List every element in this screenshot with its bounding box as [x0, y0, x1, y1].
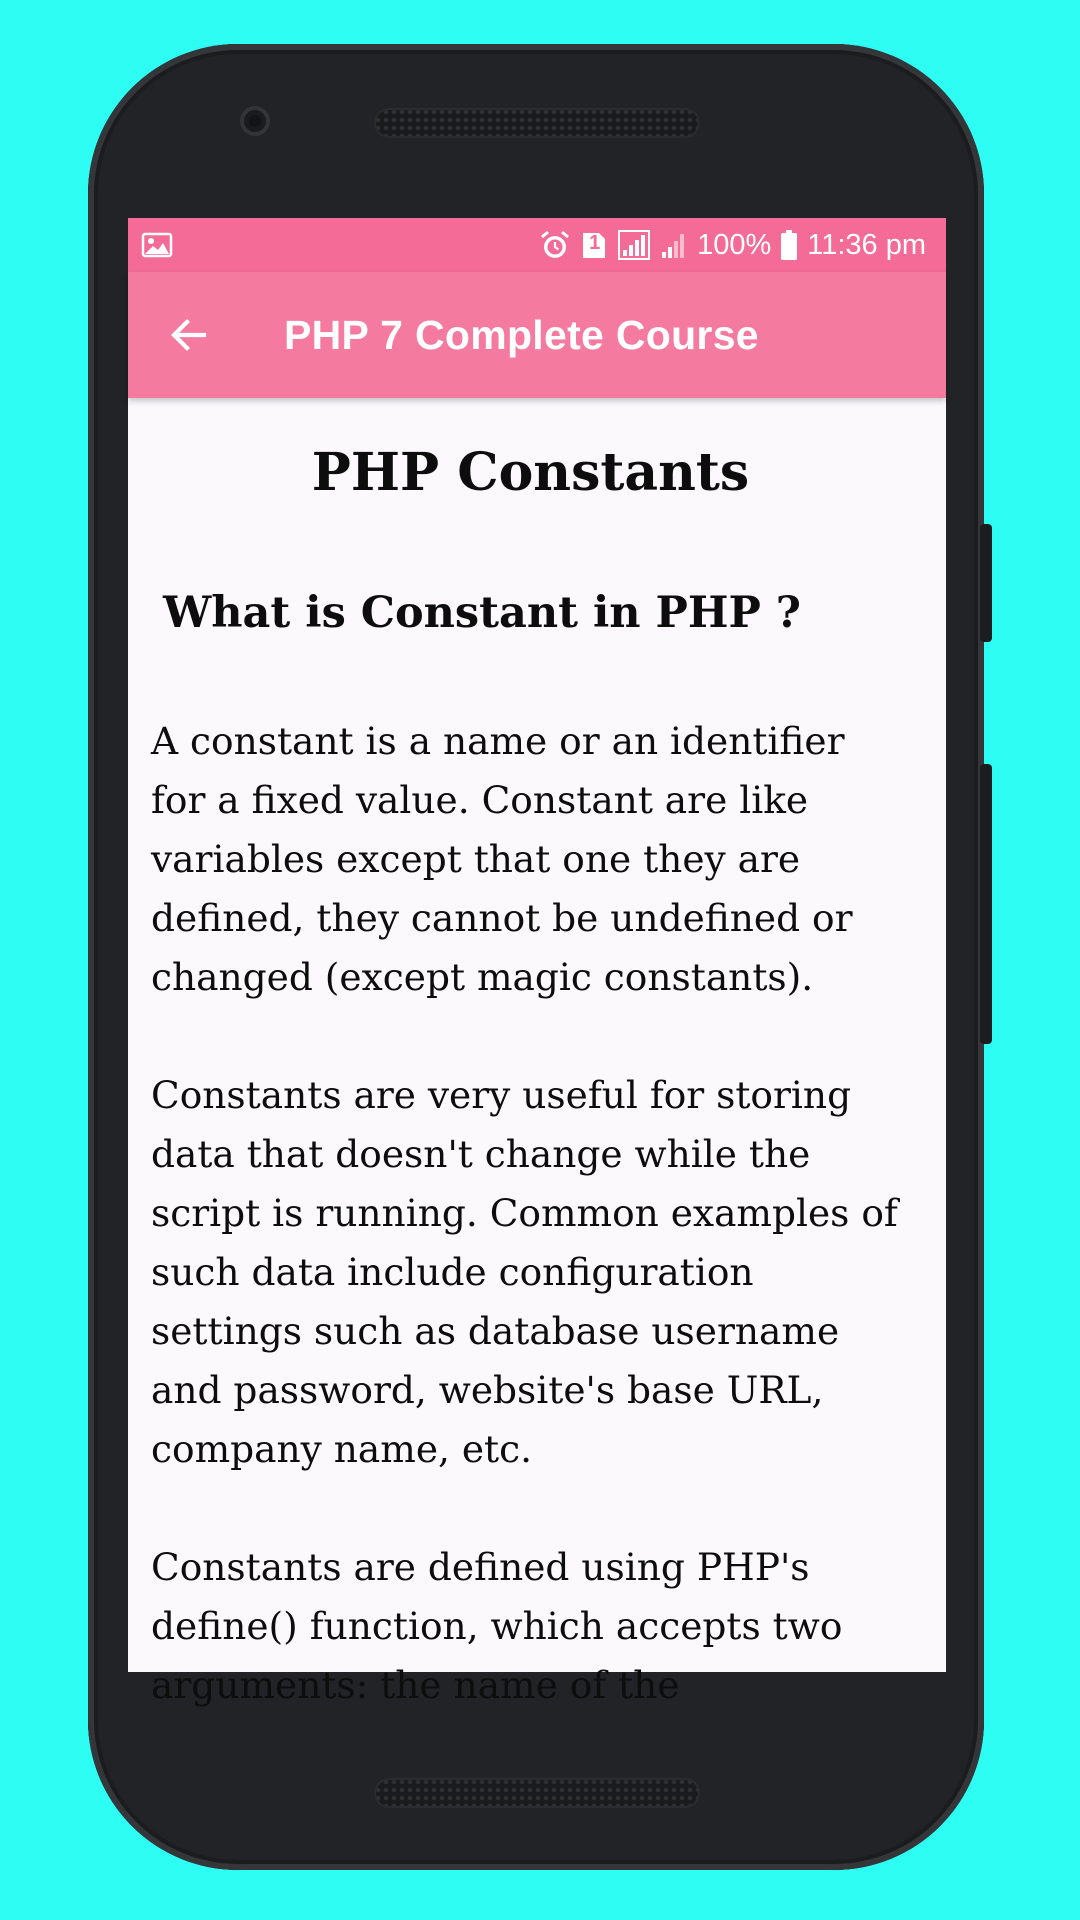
- article-content[interactable]: [128, 442, 946, 1715]
- image-icon: [142, 232, 172, 258]
- front-camera: [240, 106, 270, 136]
- section-heading: What is Constant in PHP ?: [163, 588, 801, 638]
- paragraph: Constants are defined using PHP's define() function, which accepts two arguments: the name of the: [151, 1545, 843, 1707]
- signal-icon: [617, 229, 651, 261]
- battery-percent: 100%: [697, 228, 772, 261]
- page-title: PHP Constants: [311, 442, 750, 503]
- top-speaker: [374, 108, 700, 138]
- sim-icon: [581, 230, 607, 260]
- clock: 11:36 pm: [807, 228, 926, 261]
- power-button: [980, 524, 992, 642]
- paragraph: A constant is a name or an identifier for a fixed value. Constant are like variables except that one they are defined, they cannot be undefined or changed (except magic constants).: [151, 719, 853, 999]
- bottom-speaker: [374, 1778, 700, 1808]
- volume-button: [980, 764, 992, 1044]
- app-title: PHP 7 Complete Course: [284, 311, 759, 358]
- signal-weak-icon: [661, 230, 687, 260]
- back-button[interactable]: [128, 272, 248, 398]
- paragraph: Constants are very useful for storing data that doesn't change while the script is running. Common examples of such data include configuration settings such as database username and password, website's base URL, company name, etc.: [151, 1073, 898, 1471]
- status-bar: [128, 218, 946, 272]
- screen: [128, 218, 946, 1707]
- sim-slot-label: 1: [589, 232, 601, 254]
- battery-icon: [781, 230, 797, 260]
- arrow-back-icon: [168, 315, 208, 355]
- app-bar: [128, 272, 946, 398]
- alarm-icon: [539, 229, 571, 261]
